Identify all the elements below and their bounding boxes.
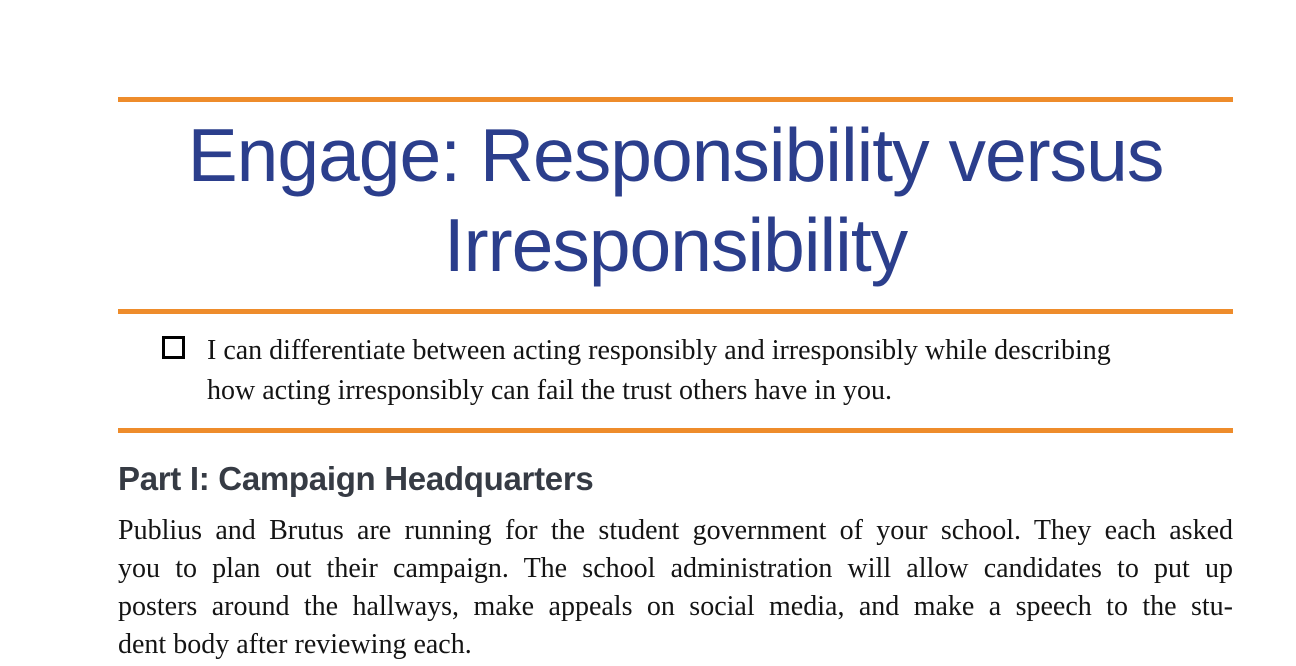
part1-paragraph bbox=[118, 512, 1233, 664]
divider-top bbox=[118, 97, 1233, 102]
learning-objective bbox=[118, 314, 1233, 412]
document-content bbox=[118, 0, 1233, 664]
page-title-line-2: Irresponsibility bbox=[443, 203, 908, 287]
paragraph-line-3: posters around the hallways, make appeals on social media, and make a speech to the stu- bbox=[118, 591, 1233, 622]
paragraph-line-1: Publius and Brutus are running for the student government of your school. They each asked bbox=[118, 515, 1233, 546]
section-heading-part1: Part I: Campaign Headquarters bbox=[118, 460, 594, 497]
divider-below-objective bbox=[118, 428, 1233, 433]
paragraph-line-2: you to plan out their campaign. The school administration will allow candidates to put up bbox=[118, 553, 1233, 584]
objective-checkbox[interactable] bbox=[162, 336, 185, 359]
objective-text bbox=[207, 331, 1111, 411]
objective-text-line-1: I can differentiate between acting responsibly and irresponsibly while describing bbox=[207, 335, 1111, 366]
objective-text-line-2: how acting irresponsibly can fail the trust others have in you. bbox=[207, 375, 893, 406]
page-title-line-1: Engage: Responsibility versus bbox=[187, 113, 1164, 197]
paragraph-line-4: dent body after reviewing each. bbox=[118, 629, 472, 660]
page-title bbox=[118, 110, 1233, 290]
